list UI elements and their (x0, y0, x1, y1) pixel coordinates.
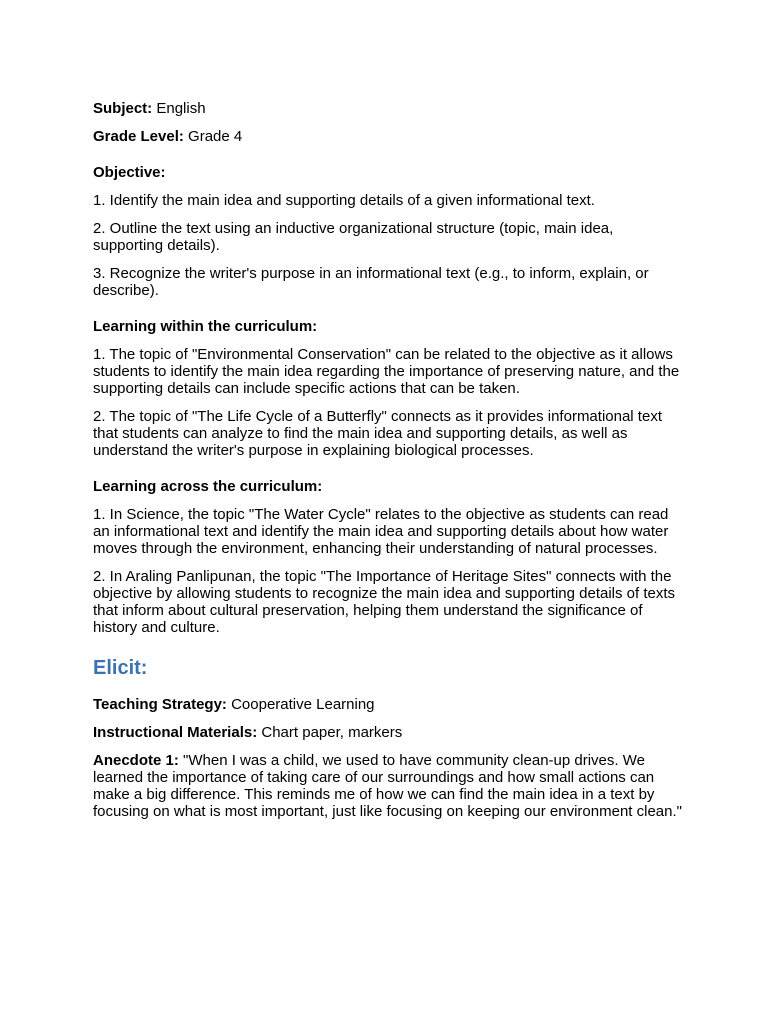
anecdote-label: Anecdote 1: (93, 752, 179, 769)
instructional-materials-label: Instructional Materials: (93, 724, 258, 741)
grade-level-line (93, 128, 683, 145)
across-curriculum-item: 1. In Science, the topic "The Water Cycle" relates to the objective as students can read an informational text and identify the main idea and supporting details about how water moves through the environment, enhancing their understanding of natural processes. (93, 506, 669, 557)
within-curriculum-item: 2. The topic of "The Life Cycle of a Butterfly" connects as it provides informational text that students can analyze to find the main idea and supporting details, as well as understand the writer's purpose in explaining biological processes. (93, 408, 662, 459)
teaching-strategy-label: Teaching Strategy: (93, 696, 227, 713)
grade-level-value: Grade 4 (188, 128, 243, 145)
objective-item: 2. Outline the text using an inductive organizational structure (topic, main idea, supporting details). (93, 220, 614, 254)
instructional-materials-line (93, 724, 683, 741)
subject-label: Subject: (93, 100, 153, 117)
teaching-strategy-line (93, 696, 683, 713)
within-curriculum-item: 1. The topic of "Environmental Conservation" can be related to the objective as it allows students to identify the main idea regarding the importance of preserving nature, and the supporting details can include specific actions that can be taken. (93, 346, 680, 397)
across-curriculum-heading: Learning across the curriculum: (93, 478, 323, 495)
instructional-materials-value: Chart paper, markers (261, 724, 403, 741)
teaching-strategy-value: Cooperative Learning (231, 696, 375, 713)
objective-item: 3. Recognize the writer's purpose in an informational text (e.g., to inform, explain, or describe). (93, 265, 649, 299)
within-curriculum-heading: Learning within the curriculum: (93, 318, 318, 335)
elicit-heading: Elicit: (93, 657, 148, 679)
anecdote-paragraph (93, 752, 683, 820)
subject-value: English (156, 100, 206, 117)
objective-heading: Objective: (93, 164, 166, 181)
lesson-plan-body (93, 100, 683, 831)
across-curriculum-item: 2. In Araling Panlipunan, the topic "The Importance of Heritage Sites" connects with the objective by allowing students to recognize the main idea and supporting details of texts that inform about cultural preservation, helping them understand the significance of history and culture. (93, 568, 676, 636)
subject-line (93, 100, 683, 117)
anecdote-text: "When I was a child, we used to have community clean-up drives. We learned the importance of taking care of our surroundings and how small actions can make a big difference. This reminds me of how we can find the main idea in a text by focusing on what is most important, just like focusing on keeping our environment clean." (93, 752, 682, 820)
objective-item: 1. Identify the main idea and supporting details of a given informational text. (93, 192, 595, 209)
grade-level-label: Grade Level: (93, 128, 184, 145)
